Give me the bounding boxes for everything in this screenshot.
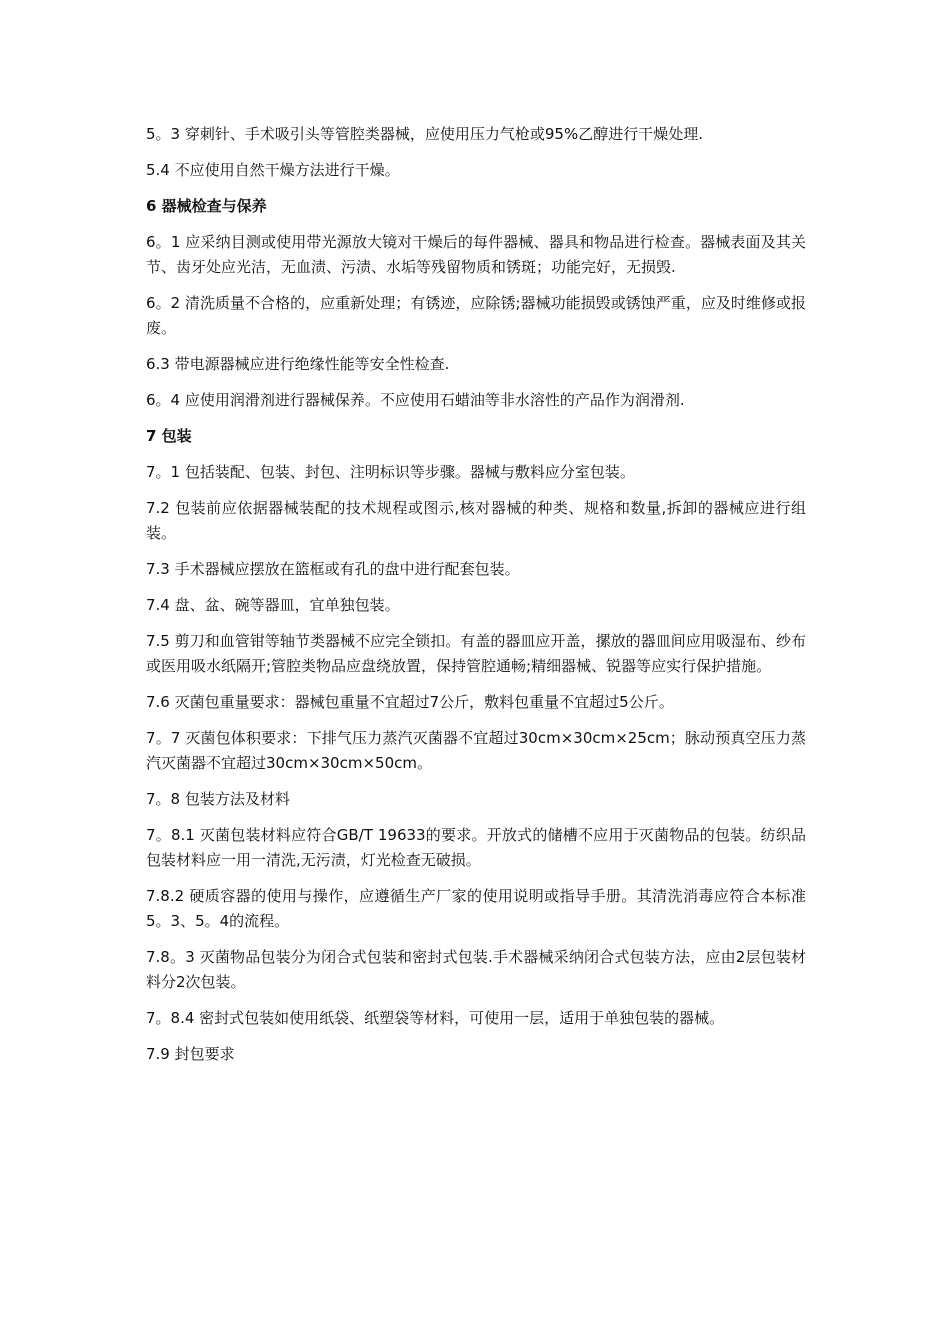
paragraph-5-3: 5。3 穿刺针、手术吸引头等管腔类器械，应使用压力气枪或95%乙醇进行干燥处理.	[146, 125, 703, 143]
paragraph-5-4: 5.4 不应使用自然干燥方法进行干燥。	[146, 161, 400, 179]
paragraph-7-8-2: 7.8.2 硬质容器的使用与操作，应遵循生产厂家的使用说明或指导手册。其清洗消毒应符合本标准5。3、5。4的流程。	[146, 887, 806, 930]
section-heading-6: 6 器械检查与保养	[146, 197, 267, 215]
paragraph-7-8-3: 7.8。3 灭菌物品包装分为闭合式包装和密封式包装.手术器械采纳闭合式包装方法，应由2层包装材料分2次包装。	[146, 948, 806, 991]
paragraph-7-3: 7.3 手术器械应摆放在篮框或有孔的盘中进行配套包装。	[146, 560, 520, 578]
section-heading-7: 7 包装	[146, 427, 192, 445]
paragraph-7-1: 7。1 包括装配、包装、封包、注明标识等步骤。器械与敷料应分室包装。	[146, 463, 635, 481]
paragraph-7-6: 7.6 灭菌包重量要求：器械包重量不宜超过7公斤，敷料包重量不宜超过5公斤。	[146, 693, 674, 711]
paragraph-7-5: 7.5 剪刀和血管钳等轴节类器械不应完全锁扣。有盖的器皿应开盖，摞放的器皿间应用吸湿布、纱布或医用吸水纸隔开;管腔类物品应盘绕放置，保持管腔通畅;精细器械、锐器等应实行保护措施。	[146, 632, 806, 675]
paragraph-7-8-4: 7。8.4 密封式包装如使用纸袋、纸塑袋等材料，可使用一层，适用于单独包装的器械。	[146, 1009, 725, 1027]
paragraph-7-4: 7.4 盘、盆、碗等器皿，宜单独包装。	[146, 596, 400, 614]
paragraph-7-8-1: 7。8.1 灭菌包装材料应符合GB/T 19633的要求。开放式的储槽不应用于灭菌物品的包装。纺织品包装材料应一用一清洗,无污渍，灯光检查无破损。	[146, 826, 806, 869]
paragraph-7-2: 7.2 包装前应依据器械装配的技术规程或图示,核对器械的种类、规格和数量,拆卸的器械应进行组装。	[146, 499, 806, 542]
paragraph-6-1: 6。1 应采纳目测或使用带光源放大镜对干燥后的每件器械、器具和物品进行检查。器械表面及其关节、齿牙处应光洁，无血渍、污渍、水垢等残留物质和锈斑；功能完好，无损毁.	[146, 233, 806, 276]
paragraph-7-7: 7。7 灭菌包体积要求：下排气压力蒸汽灭菌器不宜超过30cm×30cm×25cm；脉动预真空压力蒸汽灭菌器不宜超过30cm×30cm×50cm。	[146, 729, 806, 772]
paragraph-7-9: 7.9 封包要求	[146, 1045, 235, 1063]
paragraph-6-2: 6。2 清洗质量不合格的，应重新处理；有锈迹，应除锈;器械功能损毁或锈蚀严重，应及时维修或报废。	[146, 294, 806, 337]
document-body	[146, 122, 806, 1078]
paragraph-6-3: 6.3 带电源器械应进行绝缘性能等安全性检查.	[146, 355, 450, 373]
paragraph-6-4: 6。4 应使用润滑剂进行器械保养。不应使用石蜡油等非水溶性的产品作为润滑剂.	[146, 391, 685, 409]
paragraph-7-8: 7。8 包装方法及材料	[146, 790, 290, 808]
